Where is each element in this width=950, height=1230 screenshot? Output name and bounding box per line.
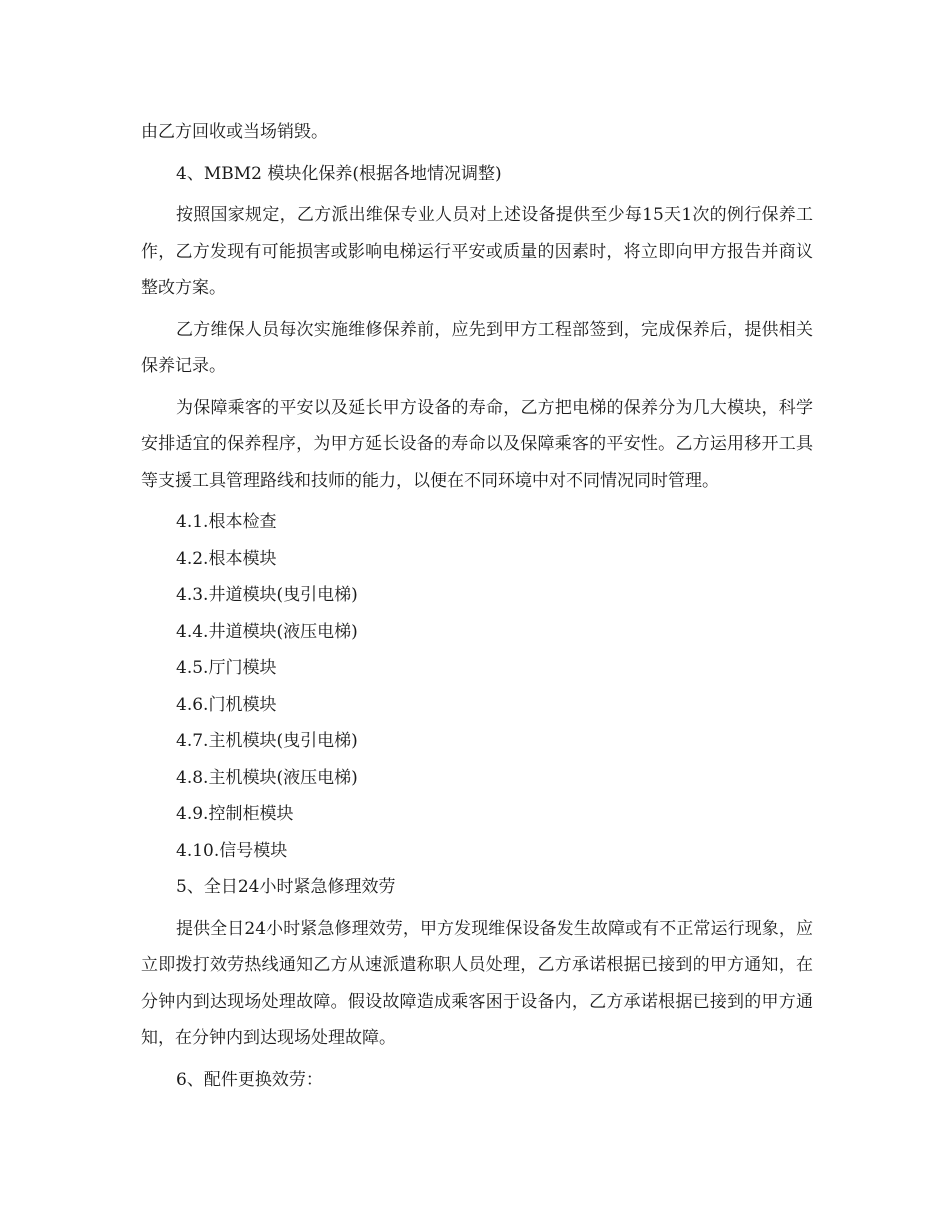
list-item: 4.8.主机模块(液压电梯) — [176, 767, 358, 788]
list-item: 4.7.主机模块(曳引电梯) — [176, 731, 358, 751]
module-list — [141, 504, 813, 869]
continuation-paragraph: 由乙方回收或当场销毁。 — [141, 122, 328, 142]
list-item: 4.4.井道模块(液压电梯) — [176, 621, 358, 642]
list-item: 4.10.信号模块 — [176, 840, 288, 861]
modules-intro-paragraph: 为保障乘客的平安以及延长甲方设备的寿命，乙方把电梯的保养分为几大模块，科学安排适宜的保养程序，为甲方延长设备的寿命以及保障乘客的平安性。乙方运用移开工具等支援工具管理路线和技师的能力，以便在不同环境中对不同情况同时管理。 — [141, 397, 813, 491]
document-body — [141, 114, 813, 1103]
list-item: 4.5.厅门模块 — [176, 658, 277, 678]
list-item: 4.6.门机模块 — [176, 694, 277, 715]
section-heading-5: 5、全日24小时紧急修理效劳 — [176, 877, 396, 897]
list-item: 4.3.井道模块(曳引电梯) — [176, 585, 358, 605]
list-item: 4.2.根本模块 — [176, 548, 277, 569]
sign-in-paragraph: 乙方维保人员每次实施维修保养前，应先到甲方工程部签到，完成保养后，提供相关保养记录。 — [141, 319, 813, 376]
list-item: 4.9.控制柜模块 — [176, 804, 294, 824]
section-heading-6: 6、配件更换效劳： — [176, 1069, 323, 1090]
list-item: 4.1.根本检查 — [176, 512, 277, 532]
emergency-repair-paragraph: 提供全日24小时紧急修理效劳，甲方发现维保设备发生故障或有不正常运行现象，应立即拨打效劳热线通知乙方从速派遣称职人员处理，乙方承诺根据已接到的甲方通知，在分钟内到达现场处理故障。假设故障造成乘客困于设备内，乙方承诺根据已接到的甲方通知，在分钟内到达现场处理故障。 — [141, 918, 813, 1048]
maintenance-paragraph: 按照国家规定，乙方派出维保专业人员对上述设备提供至少每15天1次的例行保养工作，乙方发现有可能损害或影响电梯运行平安或质量的因素时，将立即向甲方报告并商议整改方案。 — [141, 205, 813, 298]
section-heading-4: 4、MBM2 模块化保养(根据各地情况调整) — [176, 163, 502, 184]
